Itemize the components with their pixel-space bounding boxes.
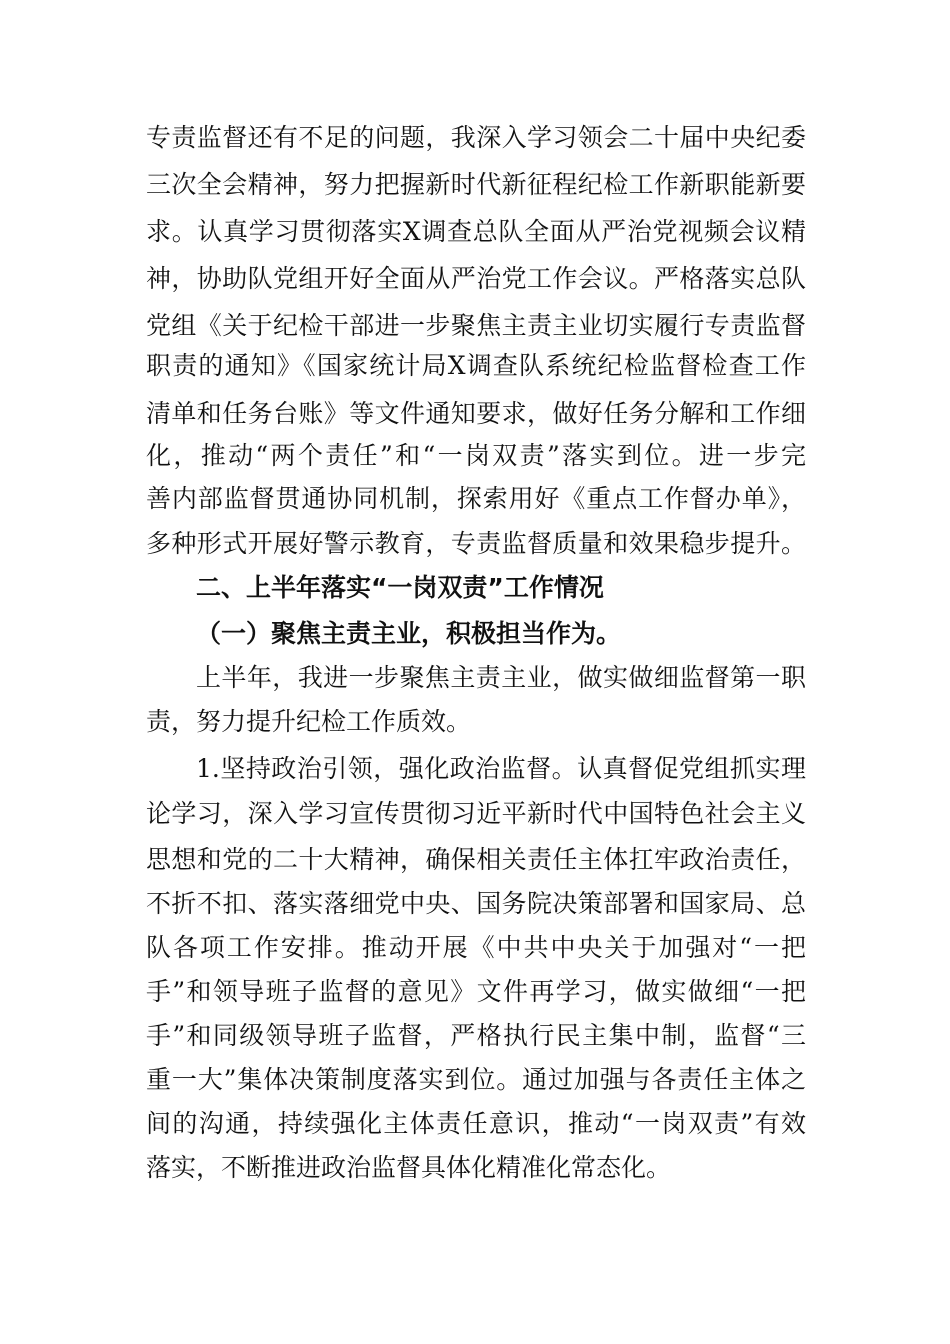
section-heading: 二、上半年落实“一岗双责”工作情况: [196, 573, 604, 602]
paragraph-1-line: 善内部监督贯通协同机制，探索用好《重点工作督办单》，: [146, 484, 806, 513]
paragraph-1-line: 多种形式开展好警示教育，专责监督质量和效果稳步提升。: [146, 529, 806, 558]
paragraph-3-line: 手”和领导班子监督的意见》文件再学习，做实做细“一把: [146, 977, 806, 1006]
paragraph-3-line: 思想和党的二十大精神，确保相关责任主体扛牢政治责任，: [146, 845, 806, 874]
paragraph-3-line: 重一大”集体决策制度落实到位。通过加强与各责任主体之: [146, 1065, 806, 1094]
paragraph-1-line: 神，协助队党组开好全面从严治党工作会议。严格落实总队: [146, 264, 806, 293]
paragraph-3-line: 手”和同级领导班子监督，严格执行民主集中制，监督“三: [146, 1021, 806, 1050]
paragraph-1-line: 三次全会精神，努力把握新时代新征程纪检工作新职能新要: [146, 170, 806, 199]
paragraph-3-line: 间的沟通，持续强化主体责任意识，推动“一岗双责”有效: [146, 1109, 806, 1138]
paragraph-1-line: 党组《关于纪检干部进一步聚焦主责主业切实履行专责监督: [146, 311, 806, 340]
paragraph-1-line: 化，推动“两个责任”和“一岗双责”落实到位。进一步完: [146, 441, 806, 470]
paragraph-2-line: 责，努力提升纪检工作质效。: [146, 707, 472, 736]
paragraph-1-line: 求。认真学习贯彻落实X调查总队全面从严治党视频会议精: [146, 217, 806, 246]
paragraph-1-line: 清单和任务台账》等文件通知要求，做好任务分解和工作细: [146, 399, 806, 428]
paragraph-3-line: 论学习，深入学习宣传贯彻习近平新时代中国特色社会主义: [146, 799, 806, 828]
paragraph-2-line: 上半年，我进一步聚焦主责主业，做实做细监督第一职: [196, 663, 806, 692]
subsection-heading: （一）聚焦主责主业，积极担当作为。: [196, 619, 622, 648]
paragraph-3-line: 落实，不断推进政治监督具体化精准化常态化。: [146, 1153, 672, 1182]
paragraph-3-line: 不折不扣、落实落细党中央、国务院决策部署和国家局、总: [146, 889, 806, 918]
paragraph-3-line: 队各项工作安排。推动开展《中共中央关于加强对“一把: [146, 933, 806, 962]
paragraph-3-line: 1.坚持政治引领，强化政治监督。认真督促党组抓实理: [196, 754, 806, 783]
paragraph-1-line: 职责的通知》《国家统计局X调查队系统纪检监督检查工作: [146, 351, 806, 380]
paragraph-1-line: 专责监督还有不足的问题，我深入学习领会二十届中央纪委: [146, 123, 806, 152]
